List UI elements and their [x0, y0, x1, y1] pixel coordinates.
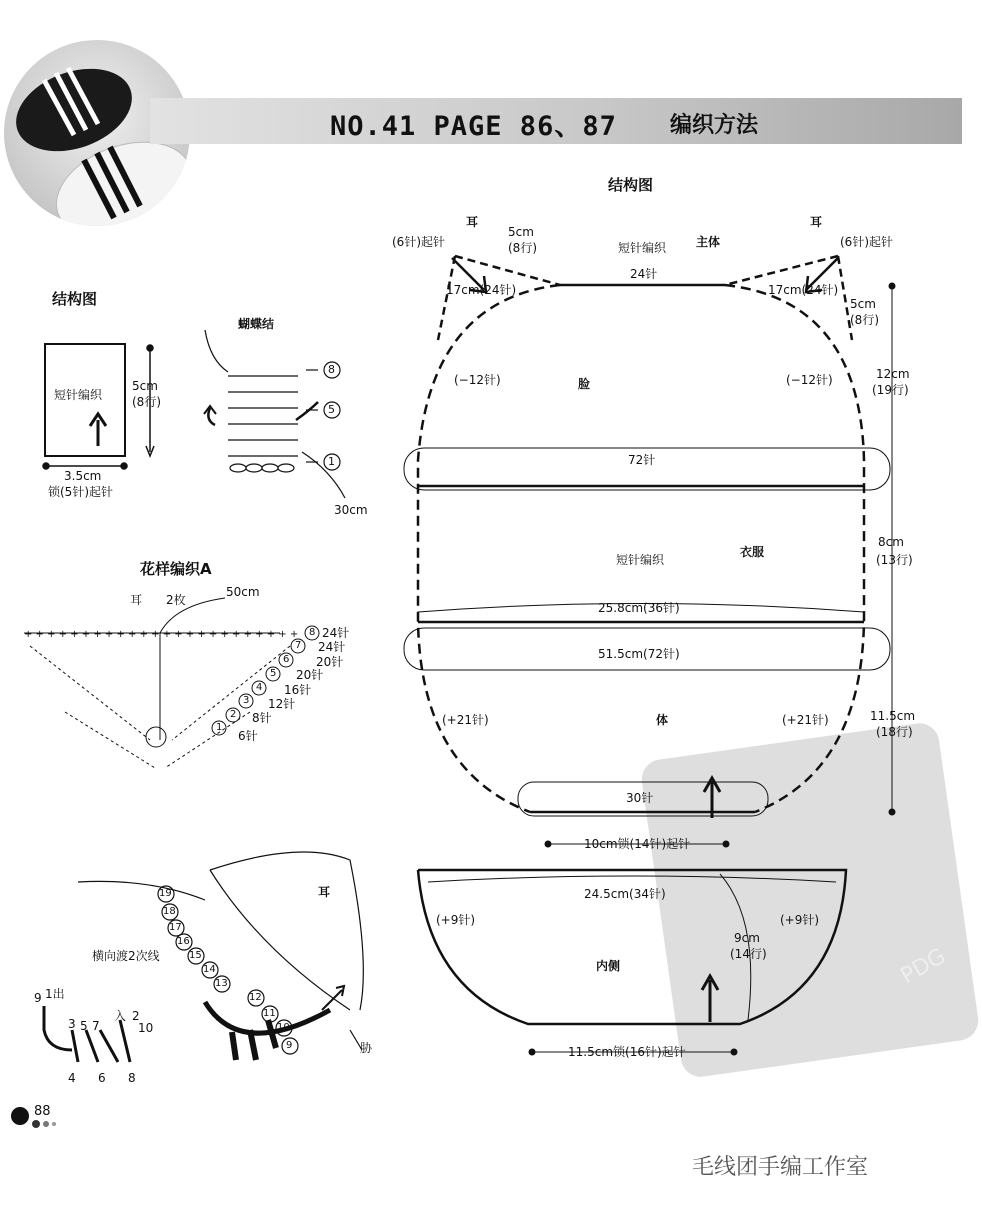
- right-rows: (8行): [850, 313, 879, 327]
- stitch-order-label: 7: [92, 1019, 100, 1033]
- body-h-rows: (18行): [876, 725, 913, 739]
- ear-row: 13: [215, 978, 228, 989]
- stitch-order-label: 8: [128, 1071, 136, 1085]
- face-h-rows: (19行): [872, 383, 909, 397]
- page-number: 88: [34, 1104, 51, 1119]
- inner-inc-right: (+9针): [780, 913, 820, 927]
- svg-text:+ + + + + + + + + + + + + + +: + + + + + + + + + + + + + + + + + + + + + + + +: [24, 629, 299, 640]
- inner-width: 24.5cm(34针): [584, 887, 666, 901]
- w-258: 25.8cm(36针): [598, 601, 680, 615]
- side-right: 17cm(24针): [768, 283, 839, 297]
- pattern-a-row-st: 20针: [296, 668, 324, 682]
- pattern-a-row-num: 6: [283, 654, 290, 665]
- short-stitch-top: 短针编织: [618, 241, 667, 255]
- ear-row: 10: [277, 1022, 290, 1033]
- stitch-order-label: 入: [114, 1009, 127, 1023]
- footer-text: 毛线团手编工作室: [692, 1155, 869, 1180]
- ear-row: 11: [263, 1008, 276, 1019]
- ear-row: 18: [163, 906, 176, 917]
- pattern-a-ear: 耳: [130, 593, 143, 607]
- ear-row: 19: [159, 888, 172, 899]
- side-left: 17cm(24针): [446, 283, 517, 297]
- pattern-a-row-st: 24针: [318, 640, 346, 654]
- stitch-order-label: 4: [68, 1071, 76, 1085]
- bow-length: 30cm: [334, 503, 368, 517]
- inner-h-rows: (14行): [730, 947, 767, 961]
- inner-inc-left: (+9针): [436, 913, 476, 927]
- pattern-a-row-st: 12针: [268, 697, 296, 711]
- stitch-order-label: 9: [34, 991, 42, 1005]
- ear-row: 14: [203, 964, 216, 975]
- pattern-a-row-num: 2: [230, 709, 237, 720]
- page-code: NO.41 PAGE 86、87: [330, 111, 617, 142]
- pattern-a-row-st: 16针: [284, 683, 312, 697]
- bottom-chain: 10cm锁(14针)起针: [584, 837, 691, 851]
- cloth-h-cm: 8cm: [878, 535, 904, 549]
- left-width-chain: 锁(5针)起针: [48, 485, 113, 499]
- box-label: 短针编织: [54, 388, 103, 402]
- watermark-text: PDG: [896, 943, 951, 990]
- pattern-a-count: 2枚: [166, 593, 186, 607]
- pattern-a-row-st: 24针: [322, 626, 350, 640]
- pattern-a-row-num: 5: [270, 668, 277, 679]
- ear-detail-label: 耳: [318, 885, 331, 899]
- stitch-order-label: 5: [80, 1019, 88, 1033]
- body-h-cm: 11.5cm: [870, 709, 916, 723]
- left-height-cm: 5cm: [132, 379, 158, 393]
- main-body-label: 主体: [696, 235, 721, 249]
- ear-right-label: 耳: [810, 215, 823, 229]
- bow-title: 蝴蝶结: [238, 317, 275, 331]
- main-struct-title: 结构图: [608, 176, 654, 194]
- pattern-a-title: 花样编织A: [140, 560, 212, 578]
- face-label: 脸: [578, 377, 591, 391]
- inc-left: (+21针): [442, 713, 489, 727]
- ear-row: 17: [169, 922, 182, 933]
- start-right: (6针)起针: [840, 235, 893, 249]
- left-height-rows: (8行): [132, 395, 161, 409]
- inc-right: (+21针): [782, 713, 829, 727]
- pattern-a-row-num: 4: [256, 682, 263, 693]
- stitch-order-label: 10: [138, 1021, 154, 1035]
- stitch-order-label: 1出: [45, 987, 65, 1001]
- pattern-a-row-st: 8针: [252, 711, 272, 725]
- inner-chain: 11.5cm锁(16针)起针: [568, 1045, 686, 1059]
- bow-row-5: 5: [328, 403, 335, 416]
- bottom-sts: 30针: [626, 791, 654, 805]
- sts-72: 72针: [628, 453, 656, 467]
- w-515: 51.5cm(72针): [598, 647, 680, 661]
- dec-right: (−12针): [786, 373, 833, 387]
- ear-rows: (8行): [508, 241, 537, 255]
- ear-left-label: 耳: [466, 215, 479, 229]
- cloth-h-rows: (13行): [876, 553, 913, 567]
- left-struct-title: 结构图: [52, 290, 98, 308]
- side-label: 胁: [360, 1041, 373, 1055]
- ear-row: 16: [177, 936, 190, 947]
- left-width-cm: 3.5cm: [64, 469, 102, 483]
- ear-cm: 5cm: [508, 225, 534, 239]
- top-sts: 24针: [630, 267, 658, 281]
- clothes-label: 衣服: [740, 545, 765, 559]
- pattern-a-row-num: 3: [243, 695, 250, 706]
- pattern-a-row-st: 20针: [316, 655, 344, 669]
- pattern-a-length: 50cm: [226, 585, 260, 599]
- pattern-a-row-num: 8: [309, 627, 316, 638]
- dec-left: (−12针): [454, 373, 501, 387]
- bow-row-1: 1: [328, 455, 335, 468]
- bow-row-8: 8: [328, 363, 335, 376]
- ear-row: 9: [286, 1040, 293, 1051]
- stitch-order-label: 2: [132, 1009, 140, 1023]
- ear-row: 15: [189, 950, 202, 961]
- face-h-cm: 12cm: [876, 367, 910, 381]
- right-cm: 5cm: [850, 297, 876, 311]
- ear-row: 12: [249, 992, 262, 1003]
- pattern-a-row-num: 7: [295, 640, 302, 651]
- inner-label: 内侧: [596, 959, 621, 973]
- stitch-order-label: 6: [98, 1071, 106, 1085]
- short-stitch-mid: 短针编织: [616, 553, 665, 567]
- stitch-order-label: 3: [68, 1017, 76, 1031]
- inner-h-cm: 9cm: [734, 931, 760, 945]
- pattern-a-row-num: 1: [216, 722, 223, 733]
- pattern-a-row-st: 6针: [238, 729, 258, 743]
- thread-note: 横向渡2次线: [92, 949, 160, 963]
- start-left: (6针)起针: [392, 235, 445, 249]
- page-title: 编织方法: [670, 113, 759, 138]
- body-label: 体: [656, 713, 669, 727]
